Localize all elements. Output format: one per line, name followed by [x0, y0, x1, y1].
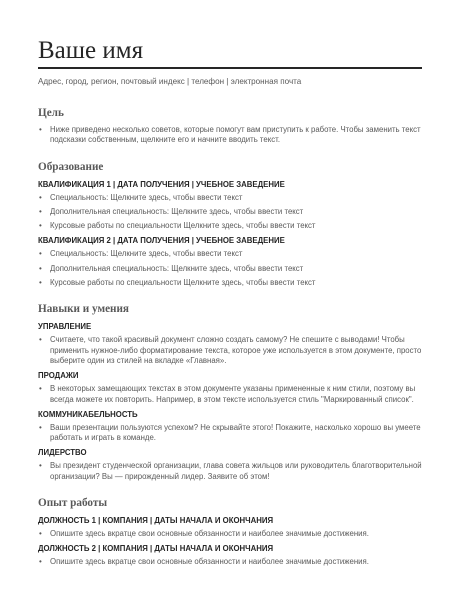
list-item[interactable]: • Курсовые работы по специальности Щелкните здесь, чтобы ввести текст: [38, 221, 422, 231]
education-list-2: [38, 249, 422, 288]
education-list-1: [38, 193, 422, 232]
skills-list-communication: [38, 423, 422, 444]
header-rule: [38, 67, 422, 69]
list-item[interactable]: • Опишите здесь вкратце свои основные обязанности и наиболее значимые достижения.: [38, 529, 422, 539]
list-item[interactable]: • Ниже приведено несколько советов, которые помогут вам приступить к работе. Чтобы заменить текст подсказки собственным, щелкните его и начните вводить текст.: [38, 125, 422, 146]
education-heading-2[interactable]: КВАЛИФИКАЦИЯ 2 | ДАТА ПОЛУЧЕНИЯ | УЧЕБНОЕ ЗАВЕДЕНИЕ: [38, 236, 285, 246]
skills-heading-sales[interactable]: ПРОДАЖИ: [38, 371, 79, 381]
goal-list: [38, 125, 422, 146]
list-item[interactable]: • Специальность: Щелкните здесь, чтобы ввести текст: [38, 249, 422, 259]
section-title-skills: Навыки и умения: [38, 303, 129, 316]
work-heading-2[interactable]: ДОЛЖНОСТЬ 2 | КОМПАНИЯ | ДАТЫ НАЧАЛА И ОКОНЧАНИЯ: [38, 544, 274, 554]
skills-heading-leadership[interactable]: ЛИДЕРСТВО: [38, 448, 87, 458]
resume-name[interactable]: Ваше имя: [38, 37, 144, 64]
skills-list-sales: [38, 384, 422, 405]
skills-list-management: [38, 335, 422, 366]
section-title-work: Опыт работы: [38, 497, 108, 510]
list-item[interactable]: • Считаете, что такой красивый документ сложно создать самому? Не спешите с выводами! Чтобы применить нужное-либо форматирование текста, которое уже используется в этом документе, просто выберите один из стилей на вкладке «Главная».: [38, 335, 422, 366]
list-item[interactable]: • Опишите здесь вкратце свои основные обязанности и наиболее значимые достижения.: [38, 557, 422, 567]
work-list-1: [38, 529, 422, 539]
education-heading-1[interactable]: КВАЛИФИКАЦИЯ 1 | ДАТА ПОЛУЧЕНИЯ | УЧЕБНОЕ ЗАВЕДЕНИЕ: [38, 179, 285, 189]
list-item[interactable]: • Вы президент студенческой организации, глава совета жильцов или руководитель благотворительной организации? Вы — прирожденный лидер. Заявите об этом!: [38, 461, 422, 482]
work-list-2: [38, 557, 422, 567]
list-item[interactable]: • Специальность: Щелкните здесь, чтобы ввести текст: [38, 193, 422, 203]
section-title-education: Образование: [38, 160, 104, 173]
work-heading-1[interactable]: ДОЛЖНОСТЬ 1 | КОМПАНИЯ | ДАТЫ НАЧАЛА И ОКОНЧАНИЯ: [38, 516, 274, 526]
list-item[interactable]: • Ваши презентации пользуются успехом? Не скрывайте этого! Покажите, насколько хорошо вы умеете работать и играть в команде.: [38, 423, 422, 444]
skills-heading-communication[interactable]: КОММУНИКАБЕЛЬНОСТЬ: [38, 409, 138, 419]
list-item[interactable]: • Дополнительная специальность: Щелкните здесь, чтобы ввести текст: [38, 264, 422, 274]
list-item[interactable]: • В некоторых замещающих текстах в этом документе указаны примененные к ним стили, поэтому вы всегда можете их повторить. Например, в этом тексте используется стиль "Маркированный список".: [38, 384, 422, 405]
skills-heading-management[interactable]: УПРАВЛЕНИЕ: [38, 322, 92, 332]
contact-line[interactable]: Адрес, город, регион, почтовый индекс | телефон | электронная почта: [38, 77, 302, 86]
skills-list-leadership: [38, 461, 422, 482]
list-item[interactable]: • Дополнительная специальность: Щелкните здесь, чтобы ввести текст: [38, 207, 422, 217]
section-title-goal: Цель: [38, 107, 64, 119]
list-item[interactable]: • Курсовые работы по специальности Щелкните здесь, чтобы ввести текст: [38, 278, 422, 288]
